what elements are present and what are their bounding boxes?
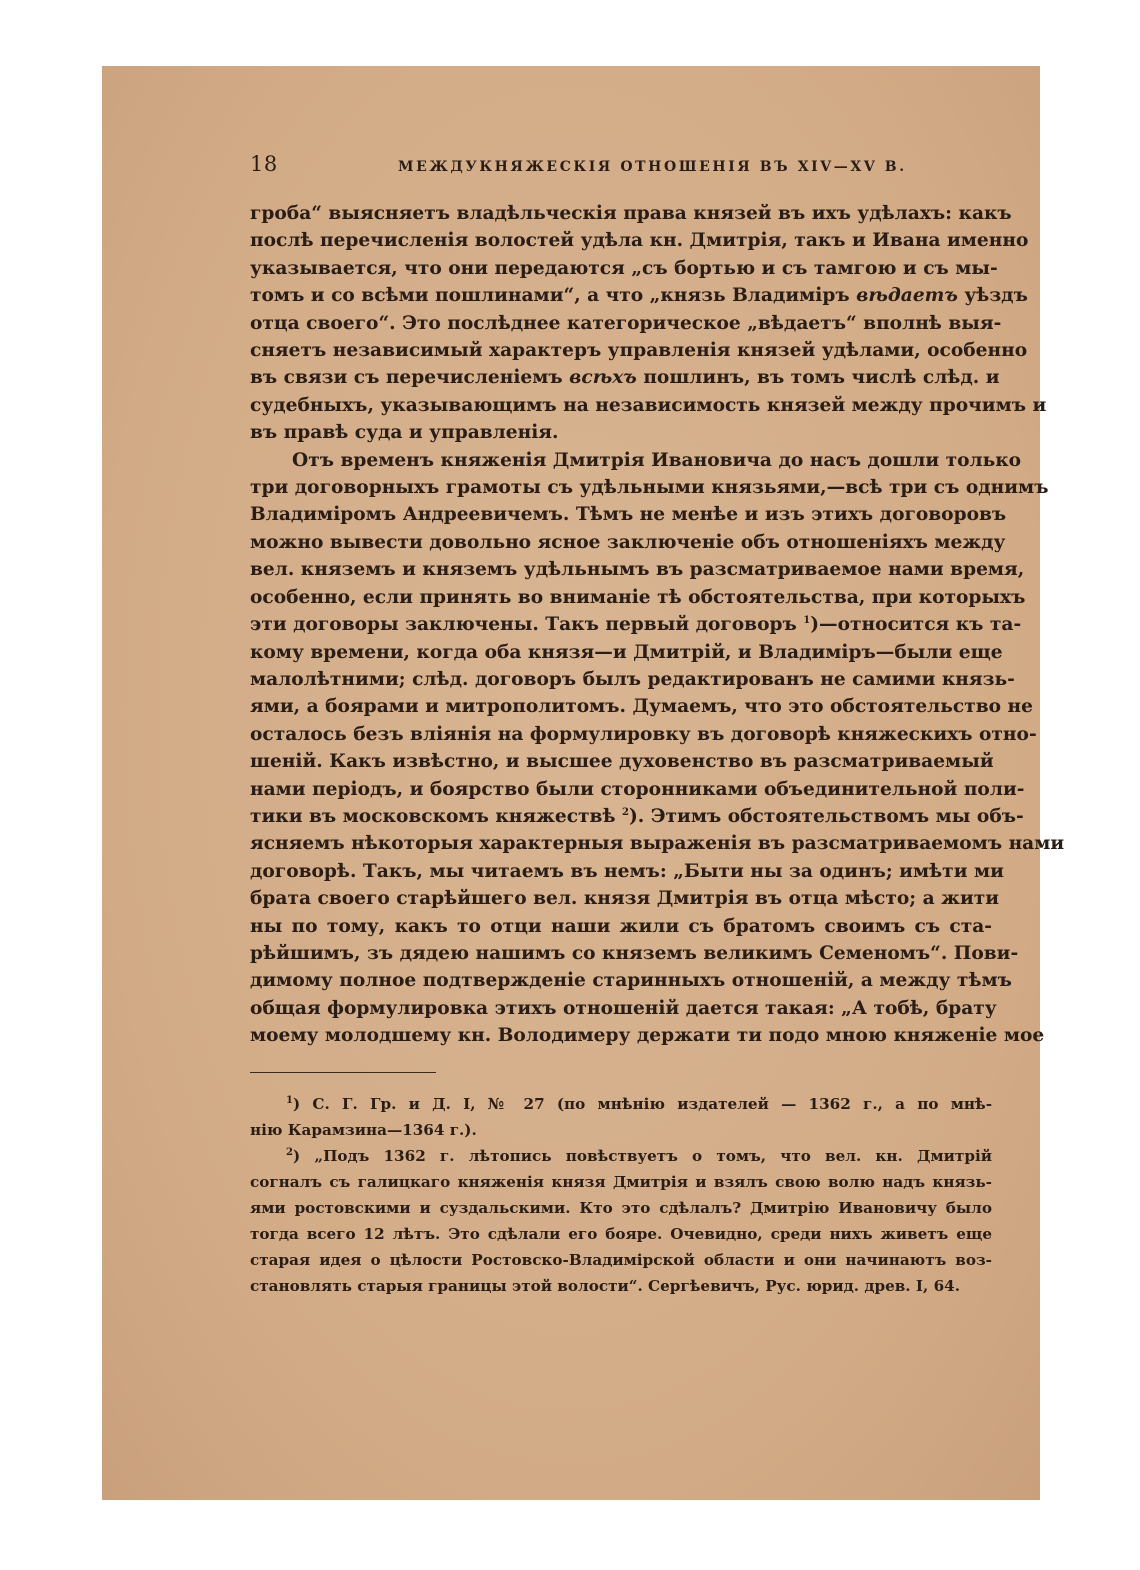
running-head	[250, 152, 992, 190]
text-line: рѣйшимъ, зъ дядею нашимъ со княземъ великимъ Семеномъ“. Пови-	[250, 942, 1019, 964]
text-column	[250, 152, 1065, 1299]
text-line: гроба“ выясняетъ владѣльческія права князей въ ихъ удѣлахъ: какъ	[250, 203, 1012, 224]
text-line: кому времени, когда оба князя—и Дмитрій, и Владиміръ—были еще	[250, 641, 1003, 663]
text-line: Владиміромъ Андреевичемъ. Тѣмъ не менѣе и изъ этихъ договоровъ	[250, 504, 1007, 526]
text-line	[250, 282, 1028, 309]
footnote-line	[250, 1143, 992, 1169]
text-line: малолѣтними; слѣд. договоръ былъ редактированъ не самими князь-	[250, 668, 1015, 690]
footnote-2	[250, 1143, 992, 1299]
text-line: три договорныхъ грамоты съ удѣльными князьями,—всѣ три съ однимъ	[250, 477, 1049, 499]
footnote-line: ями ростовскими и суздальскими. Кто это сдѣлалъ? Дмитрію Ивановичу было	[250, 1198, 992, 1217]
text-line: ями, а боярами и митрополитомъ. Думаемъ, что это обстоятельство не	[250, 696, 1033, 718]
text-line: указывается, что они передаются „съ бортью и съ тамгою и съ мы-	[250, 257, 998, 279]
text-line: отца своего“. Это послѣднее категорическое „вѣдаетъ“ вполнѣ выя-	[250, 312, 1002, 334]
text-line: ясняемъ нѣкоторыя характерныя выраженія въ разсматриваемомъ нами	[250, 833, 1065, 855]
footnote-ref-1[interactable]: 1	[803, 614, 811, 626]
text-line: вел. княземъ и княземъ удѣльнымъ въ разсматриваемое нами время,	[250, 559, 1025, 581]
text-line: шеній. Какъ извѣстно, и высшее духовенство въ разсматриваемый	[250, 751, 994, 773]
text-run: томъ и со всѣми пошлинами“, а что „князь Владиміръ	[250, 285, 850, 307]
text-line: особенно, если принять во вниманіе тѣ обстоятельства, при которыхъ	[250, 586, 1026, 608]
text-line: моему молодшему кн. Володимеру держати ти подо мною княженіе мое	[250, 1025, 1045, 1047]
scanned-book-page	[102, 66, 1065, 1500]
text-line: сняетъ независимый характеръ управленія князей удѣлами, особенно	[250, 340, 1028, 362]
text-line	[250, 803, 1024, 830]
footnote-line: нію Карамзина—1364 г.).	[250, 1120, 477, 1139]
paragraph-2	[250, 447, 1065, 1050]
text-run: )—относится къ та-	[810, 614, 1022, 636]
text-line: можно вывести довольно ясное заключеніе объ отношеніяхъ между	[250, 531, 1006, 553]
text-run: въ связи съ перечисленіемъ	[250, 367, 563, 389]
text-run: ). Этимъ обстоятельствомъ мы объ-	[629, 805, 1024, 827]
footnote-ref-2[interactable]: 2	[622, 806, 629, 818]
text-line: Отъ временъ княженія Дмитрія Ивановича до насъ дошли только	[292, 449, 1022, 471]
footnote-1	[250, 1091, 992, 1143]
text-line: общая формулировка этихъ отношеній дается такая: „А тобѣ, брату	[250, 997, 997, 1019]
text-line: брата своего старѣйшего вел. князя Дмитрія въ отца мѣсто; а жити	[250, 888, 1000, 910]
text-line: нами періодъ, и боярство были сторонниками объединительной поли-	[250, 778, 1025, 800]
footnote-divider	[250, 1072, 436, 1073]
text-run: тики въ московскомъ княжествѣ	[250, 805, 616, 827]
footnote-marker-1: 1	[286, 1094, 293, 1106]
footnote-line: становлять старыя границы этой волости“. Сергѣевичъ, Рус. юрид. древ. I, 64.	[250, 1276, 960, 1295]
italic-emphasis: вѣдаетъ	[856, 285, 958, 307]
text-line: димому полное подтвержденіе старинныхъ отношеній, а между тѣмъ	[250, 970, 1012, 992]
text-line	[250, 364, 1000, 391]
page-number: 18	[250, 152, 278, 176]
text-run: уѣздъ	[964, 285, 1028, 307]
footnote-line	[250, 1091, 992, 1117]
text-run: эти договоры заключены. Такъ первый договоръ	[250, 614, 797, 636]
footnotes	[250, 1091, 992, 1299]
text-line: въ правѣ суда и управленія.	[250, 422, 559, 444]
text-line: судебныхъ, указывающимъ на независимость князей между прочимъ и	[250, 394, 1047, 416]
footnote-line: тогда всего 12 лѣтъ. Это сдѣлали его бояре. Очевидно, среди нихъ живетъ еще	[250, 1224, 992, 1243]
text-run: ) С. Г. Гр. и Д. I, № 27 (по мнѣнію издателей — 1362 г., а по мнѣ-	[292, 1094, 992, 1113]
running-title: МЕЖДУКНЯЖЕСКІЯ ОТНОШЕНІЯ ВЪ XIV—XV В.	[398, 159, 907, 175]
footnote-line: старая идея о цѣлости Ростовско-Владимірской области и они начинаютъ воз-	[250, 1250, 992, 1269]
italic-emphasis: всѣхъ	[569, 367, 637, 389]
text-line: договорѣ. Такъ, мы читаемъ въ немъ: „Быти ны за одинъ; имѣти ми	[250, 860, 1004, 882]
text-line: послѣ перечисленія волостей удѣла кн. Дмитрія, такъ и Ивана именно	[250, 230, 1029, 252]
text-line: ны по тому, какъ то отци наши жили съ братомъ своимъ съ ста-	[250, 915, 992, 937]
footnote-line: согналъ съ галицкаго княженія князя Дмитрія и взялъ свою волю надъ князь-	[250, 1172, 992, 1191]
text-line: осталось безъ вліянія на формулировку въ договорѣ княжескихъ отно-	[250, 723, 1037, 745]
text-run: пошлинъ, въ томъ числѣ слѣд. и	[643, 367, 1000, 389]
text-line	[250, 611, 1022, 638]
footnote-marker-2: 2	[286, 1146, 293, 1158]
paragraph-1	[250, 200, 1047, 447]
text-run: ) „Подъ 1362 г. лѣтопись повѣствуетъ о томъ, что вел. кн. Дмитрій	[292, 1146, 992, 1165]
body-text	[250, 200, 1065, 1050]
